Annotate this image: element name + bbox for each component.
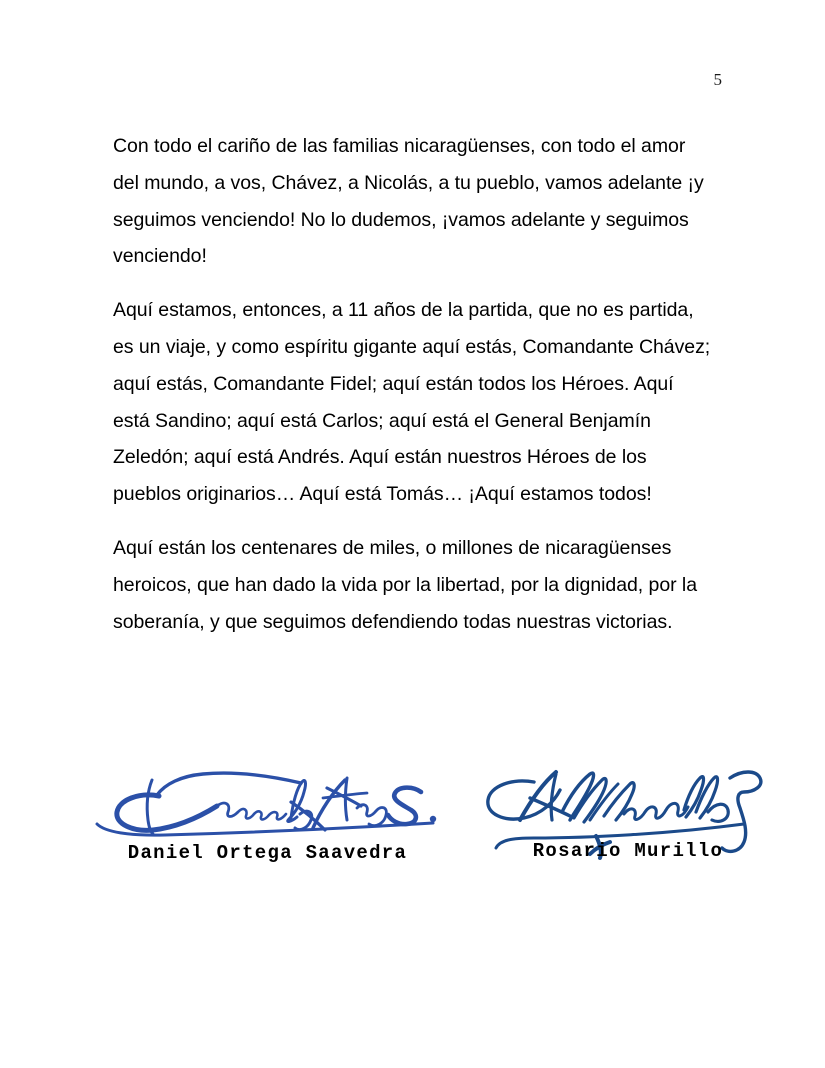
paragraph: Aquí estamos, entonces, a 11 años de la partida, que no es partida, es un viaje, y como espíritu gigante aquí estás, Comandante Chávez; aquí estás, Comandante Fidel; aquí están todos los Héroes. Aquí está Sandino; aquí está Carlos; aquí está el General Benjamín Zeledón; aquí está Andrés. Aquí están nuestros Héroes de los pueblos originarios… Aquí está Tomás… ¡Aquí estamos todos! [113,299,711,506]
signature-name: Daniel Ortega Saavedra [127,842,408,864]
signature-block [95,762,775,882]
document-body [113,128,713,640]
page-number: 5 [713,70,722,89]
signature-name: Rosario Murillo [532,840,724,862]
paragraph: Con todo el cariño de las familias nicaragüenses, con todo el amor del mundo, a vos, Chávez, a Nicolás, a tu pueblo, vamos adelante ¡y seguimos venciendo! No lo dudemos, ¡vamos adelante y seguimos venciendo! [113,135,704,268]
handwritten-signature-icon [95,762,440,842]
paragraph: Aquí están los centenares de miles, o millones de nicaragüenses heroicos, que han dado la vida por la libertad, por la dignidad, por la soberanía, y que seguimos defendiendo todas nuestras victorias. [113,536,698,633]
